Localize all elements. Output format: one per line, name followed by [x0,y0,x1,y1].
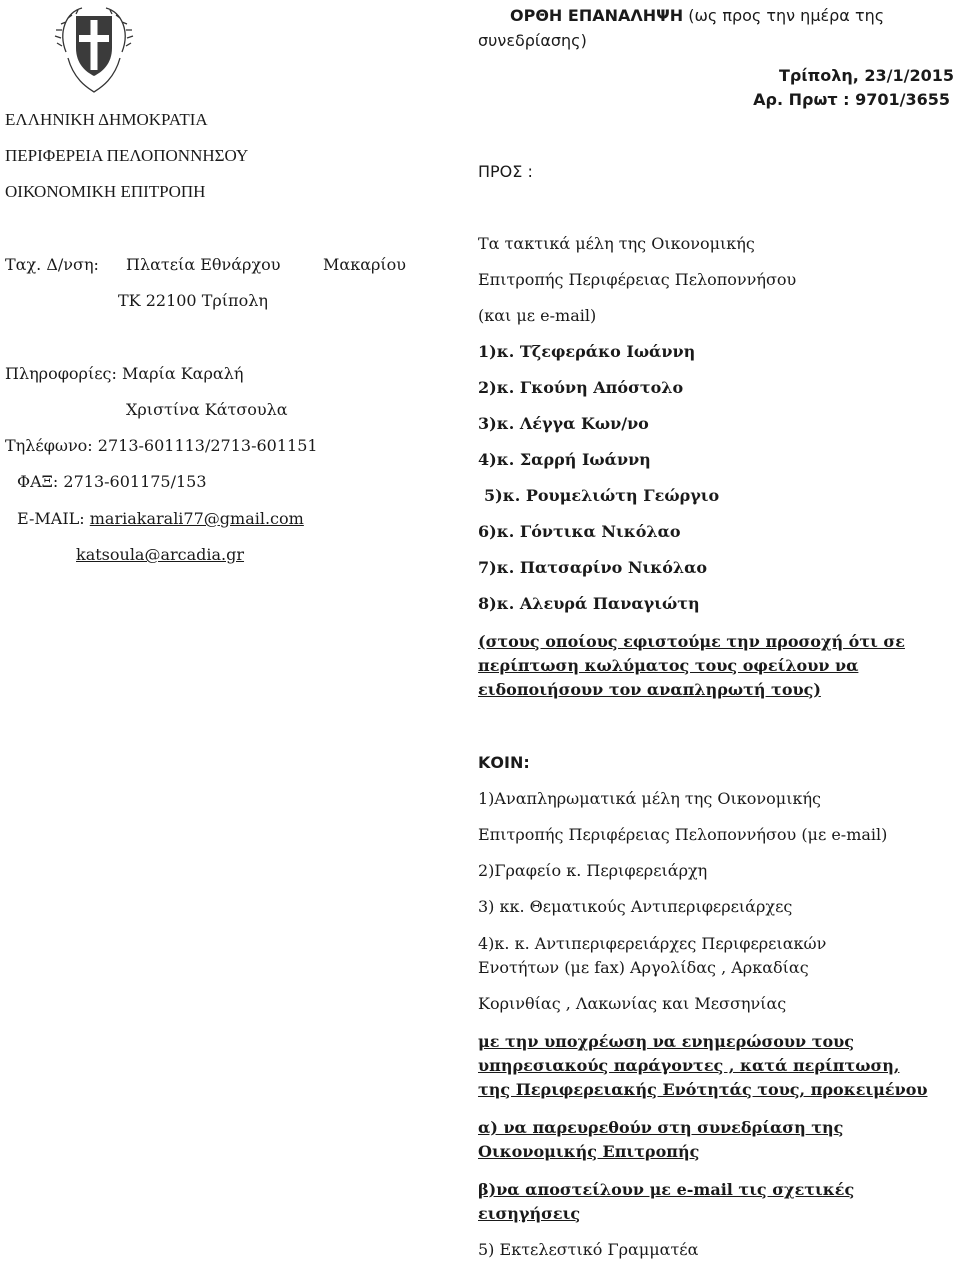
postal-code: ΤΚ 22100 Τρίπολη [118,291,268,310]
info-contact: Πληροφορίες: Μαρία Καραλή [5,364,244,383]
cc-item-4c: Κορινθίας , Λακωνίας και Μεσσηνίας [478,994,787,1013]
cc-label: ΚΟΙΝ: [478,753,530,772]
note-line-1: (στους οποίους εφιστούμε την προσοχή ότι σε [478,632,905,651]
note-line-2: περίπτωση κωλύματος τους οφείλουν να [478,656,859,675]
cc-item-4a: 4)κ. κ. Αντιπεριφερειάρχες Περιφερειακών [478,934,827,953]
address-street-b: Μακαρίου [323,255,407,274]
member-6: 6)κ. Γόντικα Νικόλαο [478,522,681,541]
issuer-line-3: ΟΙΚΟΝΟΜΙΚΗ ΕΠΙΤΡΟΠΗ [5,182,206,201]
email-line [17,509,304,528]
recipients-intro-2: Επιτροπής Περιφέρειας Πελοποννήσου [478,270,797,289]
address-label: Ταχ. Δ/νση: [5,255,99,274]
obligation-line-3: της Περιφερειακής Ενότητάς τους, προκειμένου [478,1080,928,1099]
email-line-2 [76,545,244,564]
correct-repetition-rest: (ως προς την ημέρα της [683,6,885,25]
protocol-number: Αρ. Πρωτ : 9701/3655 [753,90,950,109]
point-b-line-1: β)να αποστείλουν με e-mail τις σχετικές [478,1180,855,1199]
member-7: 7)κ. Πατσαρίνο Νικόλαο [478,558,708,577]
correct-repetition-bold: ΟΡΘΗ ΕΠΑΝΑΛΗΨΗ [510,6,684,25]
fax-number: ΦΑΞ: 2713-601175/153 [17,472,207,491]
phone-number: Τηλέφωνο: 2713-601113/2713-601151 [5,436,318,455]
member-2: 2)κ. Γκούνη Απόστολο [478,378,684,397]
email-link-2[interactable]: katsoula@arcadia.gr [76,545,245,564]
cc-item-5: 5) Εκτελεστικό Γραμματέα [478,1240,699,1259]
correct-repetition-note [510,6,884,25]
member-3: 3)κ. Λέγγα Κων/νο [478,414,649,433]
member-1: 1)κ. Τζεφεράκο Ιωάννη [478,342,696,361]
cc-item-1a: 1)Αναπληρωματικά μέλη της Οικονομικής [478,789,822,808]
issuer-line-1: ΕΛΛΗΝΙΚΗ ΔΗΜΟΚΡΑΤΙΑ [5,110,208,129]
cc-item-4b: Ενοτήτων (με fax) Αργολίδας , Αρκαδίας [478,958,809,977]
cc-item-2: 2)Γραφείο κ. Περιφερειάρχη [478,861,708,880]
recipients-intro-3: (και με e-mail) [478,306,597,325]
email-link-1[interactable]: mariakarali77@gmail.com [89,509,304,528]
info-contact-second: Χριστίνα Κάτσουλα [126,400,288,419]
obligation-line-2: υπηρεσιακούς παράγοντες , κατά περίπτωση, [478,1056,900,1075]
place-date: Τρίπολη, 23/1/2015 [778,66,954,85]
member-8: 8)κ. Αλευρά Παναγιώτη [478,594,700,613]
point-a-line-1: α) να παρευρεθούν στη συνεδρίαση της [478,1118,844,1137]
note-line-3: ειδοποιήσουν τον αναπληρωτή τους) [478,680,821,699]
point-b-line-2: εισηγήσεις [478,1204,581,1223]
cc-item-1b: Επιτροπής Περιφέρειας Πελοποννήσου (με e-mail) [478,825,888,844]
issuer-line-2: ΠΕΡΙΦΕΡΕΙΑ ΠΕΛΟΠΟΝΝΗΣΟΥ [5,146,249,165]
member-4: 4)κ. Σαρρή Ιωάννη [478,450,651,469]
obligation-line-1: με την υποχρέωση να ενημερώσουν τους [478,1032,854,1051]
recipients-intro-1: Τα τακτικά μέλη της Οικονομικής [478,234,755,253]
coat-of-arms-emblem [52,2,136,96]
member-5: 5)κ. Ρουμελιώτη Γεώργιο [484,486,720,505]
to-label: ΠΡΟΣ : [478,162,533,181]
point-a-line-2: Οικονομικής Επιτροπής [478,1142,700,1161]
cc-item-3: 3) κκ. Θεματικούς Αντιπεριφερειάρχες [478,897,793,916]
correct-repetition-line-2: συνεδρίασης) [478,31,587,50]
address-street-a: Πλατεία Εθνάρχου [126,255,281,274]
email-label: E-MAIL: [17,509,90,528]
